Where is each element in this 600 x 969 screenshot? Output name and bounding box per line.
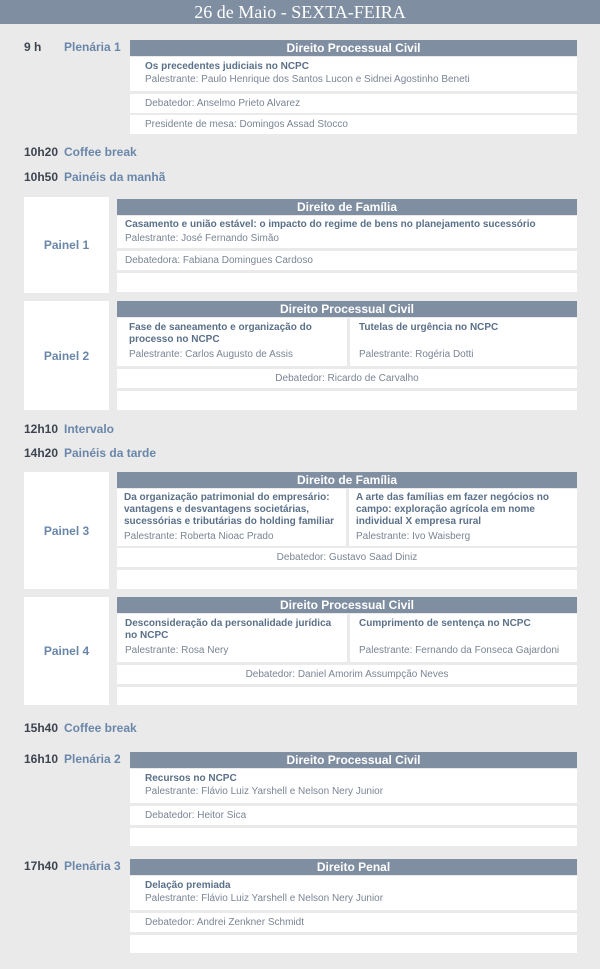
painel3-talk1-speaker: Palestrante: Roberta Nioac Prado: [124, 531, 274, 542]
paineis-manha-label: Painéis da manhã: [64, 170, 166, 184]
plenaria1-speaker: Palestrante: Paulo Henrique dos Santos Lucon e Sidnei Agostinho Beneti: [145, 74, 470, 85]
plenaria2-debater: Debatedor: Heitor Sica: [145, 810, 247, 821]
plenaria2-talk: [130, 769, 577, 803]
painel2-label: Painel 2: [24, 301, 109, 410]
painel4-label: Painel 4: [24, 597, 109, 705]
painel2-talk1-speaker: Palestrante: Carlos Augusto de Assis: [129, 349, 293, 360]
painel3-empty-row: [117, 570, 577, 589]
painel4-talk1: [117, 614, 347, 662]
coffee2-label: Coffee break: [64, 721, 137, 735]
plenaria2-speaker: Palestrante: Flávio Luiz Yarshell e Nelson Nery Junior: [145, 786, 384, 797]
plenaria2-debater-box: [130, 806, 577, 825]
plenaria1-debater: Debatedor: Anselmo Prieto Alvarez: [145, 98, 301, 109]
painel2-debater-box: [117, 369, 577, 388]
painel2-talk2-speaker: Palestrante: Rogéria Dotti: [359, 349, 474, 360]
plenaria3-debater-box: [130, 913, 577, 932]
plenaria2-time: 16h10: [24, 752, 59, 766]
plenaria3-speaker: Palestrante: Flávio Luiz Yarshell e Nelson Nery Junior: [145, 893, 384, 904]
plenaria3-talk-title: Delação premiada: [145, 880, 231, 891]
coffee2-time: 15h40: [24, 721, 59, 735]
coffee1-time: 10h20: [24, 145, 59, 159]
painel1-debater: Debatedora: Fabiana Domingues Cardoso: [125, 255, 313, 266]
painel4-debater: Debatedor: Daniel Amorim Assumpção Neves: [245, 669, 449, 680]
paineis-tarde-time: 14h20: [24, 446, 59, 460]
plenaria2-track: Direito Processual Civil: [130, 752, 577, 768]
plenaria1-president: Presidente de mesa: Domingos Assad Stocco: [145, 119, 348, 130]
plenaria1-talk-title: Os precedentes judiciais no NCPC: [145, 61, 309, 72]
painel4-talk2-speaker: Palestrante: Fernando da Fonseca Gajardoni: [359, 645, 560, 656]
painel4-talk2: [350, 614, 577, 662]
painel3-debater: Debatedor: Gustavo Saad Diniz: [276, 552, 418, 563]
painel2-talk2: [350, 318, 577, 366]
painel1-track: Direito de Família: [117, 199, 577, 215]
plenaria3-time: 17h40: [24, 859, 59, 873]
painel2-debater: Debatedor: Ricardo de Carvalho: [275, 373, 419, 384]
plenaria3-debater: Debatedor: Andrei Zenkner Schmidt: [145, 917, 304, 928]
plenaria2-label: Plenária 2: [64, 752, 121, 766]
painel4-talk2-title: Cumprimento de sentença no NCPC: [359, 618, 531, 629]
painel3-track: Direito de Família: [117, 472, 577, 488]
painel3-talk1-title: Da organização patrimonial do empresário: vantagens e desvantagens societárias, sucessórias e tributárias do holding familiar: [124, 492, 335, 527]
plenaria1-talk: [130, 57, 577, 91]
painel2-talk2-title: Tutelas de urgência no NCPC: [359, 322, 499, 333]
painel3-talk2: [349, 489, 577, 546]
painel2-empty-row: [117, 391, 577, 410]
plenaria1-debater-box: [130, 94, 577, 113]
painel1-talk: [117, 216, 577, 248]
painel1-debater-box: [117, 251, 577, 270]
plenaria3-talk: [130, 876, 577, 910]
day-header: 26 de Maio - SEXTA-FEIRA: [0, 0, 600, 24]
coffee1-label: Coffee break: [64, 145, 137, 159]
intervalo-label: Intervalo: [64, 422, 115, 436]
painel1-empty-row: [117, 273, 577, 292]
painel3-label: Painel 3: [24, 472, 109, 589]
painel3-talk2-speaker: Palestrante: Ivo Waisberg: [356, 531, 471, 542]
painel1-speaker: Palestrante: José Fernando Simão: [125, 233, 279, 244]
painel1-talk-title: Casamento e união estável: o impacto do regime de bens no planejamento sucessório: [125, 219, 536, 230]
painel1-label: Painel 1: [24, 197, 109, 293]
plenaria1-time: 9 h: [24, 40, 42, 54]
painel4-track: Direito Processual Civil: [117, 597, 577, 613]
plenaria2-empty-row: [130, 828, 577, 846]
painel4-empty-row: [117, 687, 577, 705]
paineis-manha-time: 10h50: [24, 170, 59, 184]
painel2-track: Direito Processual Civil: [117, 301, 577, 317]
painel4-debater-box: [117, 665, 577, 684]
painel2-talk1: [117, 318, 347, 366]
plenaria3-empty-row: [130, 935, 577, 953]
painel3-talk2-title: A arte das famílias em fazer negócios no campo: exploração agrícola em nome individual X empresa rural: [356, 492, 550, 527]
intervalo-time: 12h10: [24, 422, 59, 436]
plenaria3-track: Direito Penal: [130, 859, 577, 875]
painel4-talk1-speaker: Palestrante: Rosa Nery: [125, 645, 229, 656]
plenaria1-track: Direito Processual Civil: [130, 40, 577, 56]
plenaria1-president-box: [130, 115, 577, 134]
painel4-talk1-title: Desconsideração da personalidade jurídica no NCPC: [125, 618, 332, 641]
plenaria2-talk-title: Recursos no NCPC: [145, 773, 237, 784]
plenaria1-label: Plenária 1: [64, 40, 121, 54]
paineis-tarde-label: Painéis da tarde: [64, 446, 157, 460]
painel3-talk1: [117, 489, 346, 546]
painel3-debater-box: [117, 548, 577, 567]
painel2-talk1-title: Fase de saneamento e organização do processo no NCPC: [129, 322, 312, 345]
plenaria3-label: Plenária 3: [64, 859, 121, 873]
